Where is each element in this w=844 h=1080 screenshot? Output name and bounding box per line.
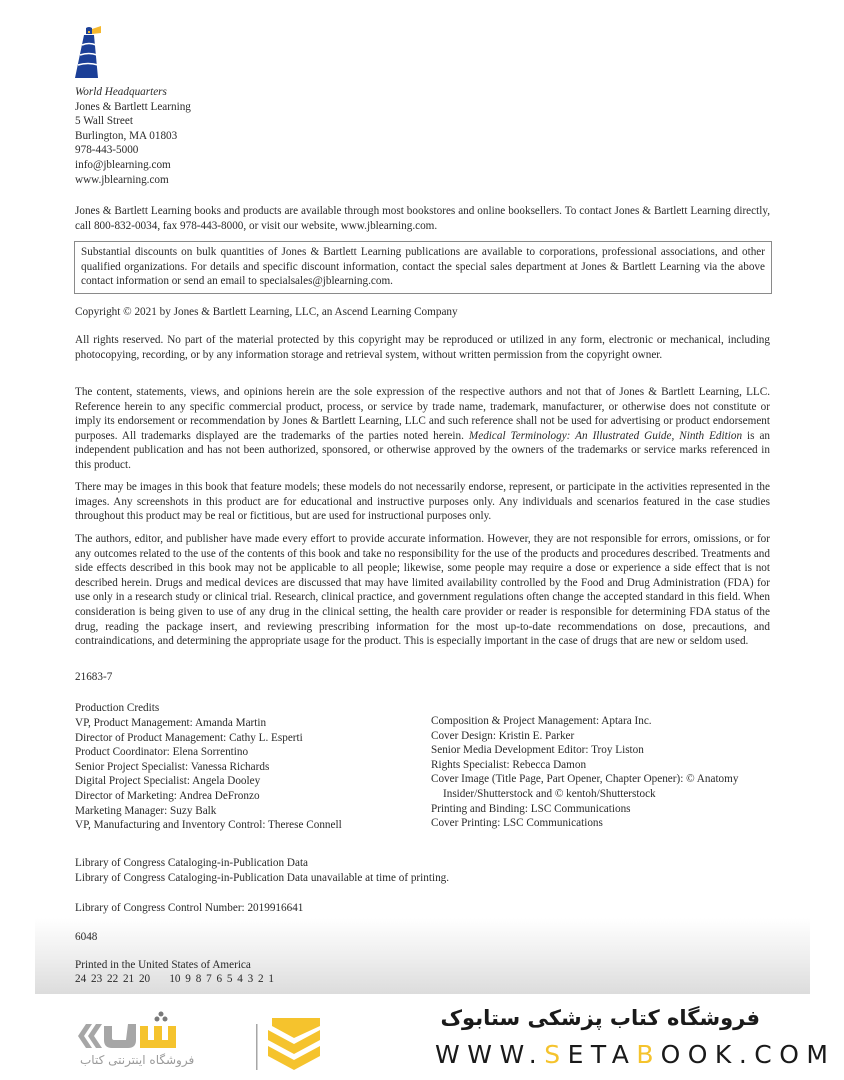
credit-line: Digital Project Specialist: Angela Dooley — [75, 775, 261, 788]
credit-line: Cover Design: Kristin E. Parker — [431, 729, 575, 742]
credit-line: Cover Printing: LSC Communications — [431, 817, 603, 830]
credit-line: Rights Specialist: Rebecca Damon — [431, 758, 587, 771]
credits-left-column — [75, 716, 342, 833]
headquarters-label: World Headquarters — [75, 86, 167, 98]
disclaimer-text: is an independent publication and has not been authorized, sponsored, or otherwise approved by the owners of the trademarks or service marks referenced in this product. — [75, 429, 771, 471]
credit-line: Marketing Manager: Suzy Balk — [75, 804, 217, 817]
url-part: WWW. — [435, 1040, 545, 1069]
product-code: 21683-7 — [75, 671, 113, 683]
credit-line: VP, Product Management: Amanda Martin — [75, 717, 267, 729]
store-url — [435, 1040, 835, 1069]
credit-line: Composition & Project Management: Aptara Inc. — [431, 715, 652, 727]
trademark-disclaimer-paragraph — [75, 385, 770, 473]
website-url: www.jblearning.com — [75, 173, 169, 186]
bulk-discount-box: Substantial discounts on bulk quantities of Jones & Bartlett Learning publications are available to corporations, professional associations, and other qualified organizations. For details and specific discount information, contact the special sales department at Jones & Bartlett Learning via the above contact information or send an email to specialsales@jblearning.com. — [74, 241, 772, 294]
disclaimer-text: The content, statements, views, and opinions herein are the sole expression of the respective authors and not that of Jones & Bartlett Learning, LLC. Reference herein to any specific commercial product, process, or service by trade name, trademark, manufacturer, or otherwise does not constitute or imply its endorsement or recommendation by Jones & Bartlett Learning, LLC and such reference shall not be used for advertising or product endorsement purposes. All trademarks displayed are the trademarks of the parties noted herein. — [75, 386, 770, 442]
models-notice-paragraph: There may be images in this book that feature models; these models do not necessarily endorse, represent, or participate in the activities represented in the images. Any screenshots in this product are for educational and instructive purposes only. Any individuals and scenarios featured in the case studies throughout this product may be real or fictitious, but are used for instructional purposes only. — [75, 481, 770, 523]
credit-line: Senior Media Development Editor: Troy Liston — [431, 744, 644, 757]
url-highlight: S — [544, 1040, 568, 1069]
credit-line: Director of Marketing: Andrea DeFronzo — [75, 789, 260, 802]
credit-line: Cover Image (Title Page, Part Opener, Chapter Opener): © Anatomy — [431, 773, 739, 786]
url-part: OOK.COM — [660, 1040, 836, 1069]
printed-in-line: Printed in the United States of America — [75, 959, 251, 971]
phone-number: 978-443-5000 — [75, 144, 139, 157]
credit-line: Director of Product Management: Cathy L. Esperti — [75, 731, 303, 744]
credit-line: Printing and Binding: LSC Communications — [431, 802, 631, 815]
address-line: Burlington, MA 01803 — [75, 129, 178, 142]
cip-status: Library of Congress Cataloging-in-Publication Data unavailable at time of printing. — [75, 872, 450, 884]
cip-heading: Library of Congress Cataloging-in-Publication Data — [75, 857, 309, 869]
copyright-line: Copyright © 2021 by Jones & Bartlett Learning, LLC, an Ascend Learning Company — [75, 306, 458, 318]
lighthouse-icon — [73, 26, 105, 78]
headquarters-address — [75, 85, 191, 187]
url-part: ETA — [567, 1040, 637, 1069]
print-code: 6048 — [75, 931, 98, 943]
medical-disclaimer-paragraph: The authors, editor, and publisher have made every effort to provide accurate information. However, they are not responsible for errors, omissions, or for any outcomes related to the use of the contents of this book and take no responsibility for the use of the products and procedures described. Treatments and side effects described in this book may not be applicable to all people; likewise, some people may require a dose or experience a side effect that is not described herein. Drugs and medical devices are discussed that may have limited availability controlled by the Food and Drug Administration (FDA) for use only in a research study or clinical trial. Research, clinical practice, and government regulations often change the accepted standard in this field. When consideration is being given to use of any drug in the clinical setting, the health care provider or reader is responsible for determining FDA status of the drug, reading the package insert, and reviewing prescribing information for the most up-to-date recommendations on dose, precautions, and contraindications, and determining the appropriate usage for the product. This is especially important in the case of drugs that are new or seldom used. — [75, 533, 770, 648]
rights-reserved-paragraph: All rights reserved. No part of the material protected by this copyright may be reproduced or utilized in any form, electronic or mechanical, including photocopying, recording, or by any information storage and retrieval system, without written permission from the copyright owner. — [75, 334, 770, 361]
lccn-line: Library of Congress Control Number: 2019916641 — [75, 902, 304, 914]
setabook-banner — [430, 1006, 836, 1076]
store-title: فروشگاه کتاب پزشکی ستابوک — [440, 1006, 760, 1030]
credit-line: VP, Manufacturing and Inventory Control: Therese Connell — [75, 819, 342, 832]
credit-line-continued: Insider/Shutterstock and © kentoh/Shutterstock — [443, 787, 656, 800]
address-line: 5 Wall Street — [75, 115, 133, 128]
availability-paragraph: Jones & Bartlett Learning books and products are available through most bookstores and online booksellers. To contact Jones & Bartlett Learning directly, call 800-832-0034, fax 978-443-8000, or visit our website, www.jblearning.com. — [75, 205, 770, 232]
setabook-logo — [72, 1010, 342, 1074]
production-credits-heading: Production Credits — [75, 702, 160, 714]
address-line: Jones & Bartlett Learning — [75, 100, 191, 113]
email-address: info@jblearning.com — [75, 158, 171, 171]
url-highlight: B — [636, 1040, 661, 1069]
credit-line: Senior Project Specialist: Vanessa Richards — [75, 760, 270, 773]
credit-line: Product Coordinator: Elena Sorrentino — [75, 746, 249, 759]
logo-subtitle: فروشگاه اینترنتی کتاب — [80, 1053, 195, 1067]
printing-numbers: 24 23 22 21 20 10 9 8 7 6 5 4 3 2 1 — [75, 973, 275, 985]
credits-right-column — [431, 714, 738, 831]
book-title: Medical Terminology: An Illustrated Guide, Ninth Edition — [468, 429, 743, 442]
